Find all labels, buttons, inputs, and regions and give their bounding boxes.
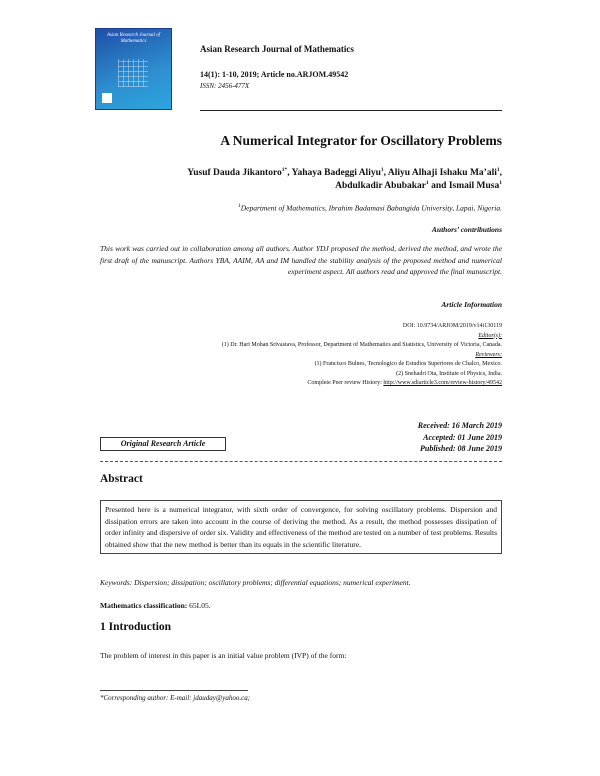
affiliation	[100, 203, 502, 213]
msc-value: 65L05.	[187, 601, 211, 610]
author-sup: 1	[496, 167, 500, 173]
journal-cover-image	[95, 28, 172, 110]
reviewers-label: Reviewers:	[475, 351, 502, 358]
body-text: The problem of interest in this paper is an initial value problem (IVP) of the form:	[100, 651, 347, 660]
article-info-heading: Article Information	[441, 300, 502, 309]
publisher-logo	[102, 93, 112, 103]
affiliation-text: Department of Mathematics, Ibrahim Badamasi Babangida University, Lapai, Nigeria.	[240, 203, 502, 213]
journal-name: Asian Research Journal of Mathematics	[200, 44, 354, 54]
author-sep: ,	[499, 168, 502, 179]
affiliation-sup: 1	[238, 203, 241, 209]
editor-1: (1) Dr. Hari Mohan Srivastava, Professor, Department of Mathematics and Statistics, University of Victoria, Canada.	[221, 342, 502, 348]
reviewer-2: (2) Snehadri Ota, Institute of Physics, India.	[396, 370, 502, 377]
history-label: Complete Peer review History:	[307, 380, 384, 386]
section-divider	[100, 461, 502, 462]
journal-issn: ISSN: 2456-477X	[200, 82, 250, 90]
footnote-rule	[100, 690, 248, 691]
received-date: Received: 16 March 2019	[417, 421, 502, 430]
editors-label: Editor(s):	[478, 332, 502, 339]
abstract-heading: Abstract	[100, 473, 143, 485]
author-name: Yusuf Dauda Jikantoro	[187, 168, 282, 179]
article-info-block	[200, 322, 502, 389]
history-link[interactable]: http://www.sdiarticle3.com/review-history/49542	[383, 380, 502, 386]
article-type-badge: Original Research Article	[100, 437, 226, 451]
abstract-text: Presented here is a numerical integrator, with sixth order of convergence, for solving oscillatory problems. Dispersion and dissipation errors are taken into account in the course of deriving the method. As a result, the method possesses dissipation of order infinity and dispersive of order six. Validity and effectiveness of the method are tested on a number of test problems. Results obtained show that the new method is better than its equals in the scientific literature.	[100, 500, 502, 554]
author-name: and Ismail Musa	[428, 181, 500, 192]
author-name: , Yahaya Badeggi Aliyu	[287, 168, 381, 179]
author-sup: 1	[426, 180, 429, 186]
cover-graphic	[118, 59, 148, 87]
reviewer-1: (1) Francisco Bulnes, Tecnologico de Estudios Superiores de Chalco, Mexico.	[314, 361, 502, 367]
accepted-date: Accepted: 01 June 2019	[423, 432, 502, 442]
dates-block	[300, 420, 502, 455]
published-date: Published: 08 June 2019	[419, 444, 502, 453]
peer-review-history	[200, 379, 502, 389]
contributions-text: This work was carried out in collaboration among all authors. Author YDJ proposed the method, derived the method, and wrote the first draft of the manuscript. Authors YBA, AAIM, AA and IM handled the stability analysis of the proposed method and numerical experiment aspect. All authors read and approved the final manuscript.	[100, 244, 502, 276]
doi: DOI: 10.9734/ARJOM/2019/v14i130119	[402, 323, 502, 329]
contributions-heading: Authors’ contributions	[431, 225, 502, 234]
math-classification	[100, 601, 211, 610]
author-sup: 1	[499, 180, 502, 186]
footnote: *Corresponding author: E-mail: jdauday@yahoo.ca;	[100, 694, 251, 702]
cover-title: Asian Research Journal of Mathematics	[106, 33, 160, 44]
author-name: , Aliyu Alhaji Ishaku Ma’ali	[383, 168, 497, 179]
section-heading: 1 Introduction	[100, 621, 172, 633]
journal-volume: 14(1): 1-10, 2019; Article no.ARJOM.49542	[200, 70, 349, 79]
paper-title: A Numerical Integrator for Oscillatory Problems	[220, 133, 502, 148]
author-line-2	[100, 177, 502, 193]
keywords: Keywords: Dispersion; dissipation; oscillatory problems; differential equations; numerical experiment.	[100, 578, 411, 587]
header-rule	[200, 110, 502, 111]
author-name: Abdulkadir Abubakar	[335, 181, 427, 192]
author-sup: 1*	[281, 167, 288, 173]
msc-label: Mathematics classification:	[100, 601, 188, 610]
author-sup: 1	[380, 167, 384, 173]
